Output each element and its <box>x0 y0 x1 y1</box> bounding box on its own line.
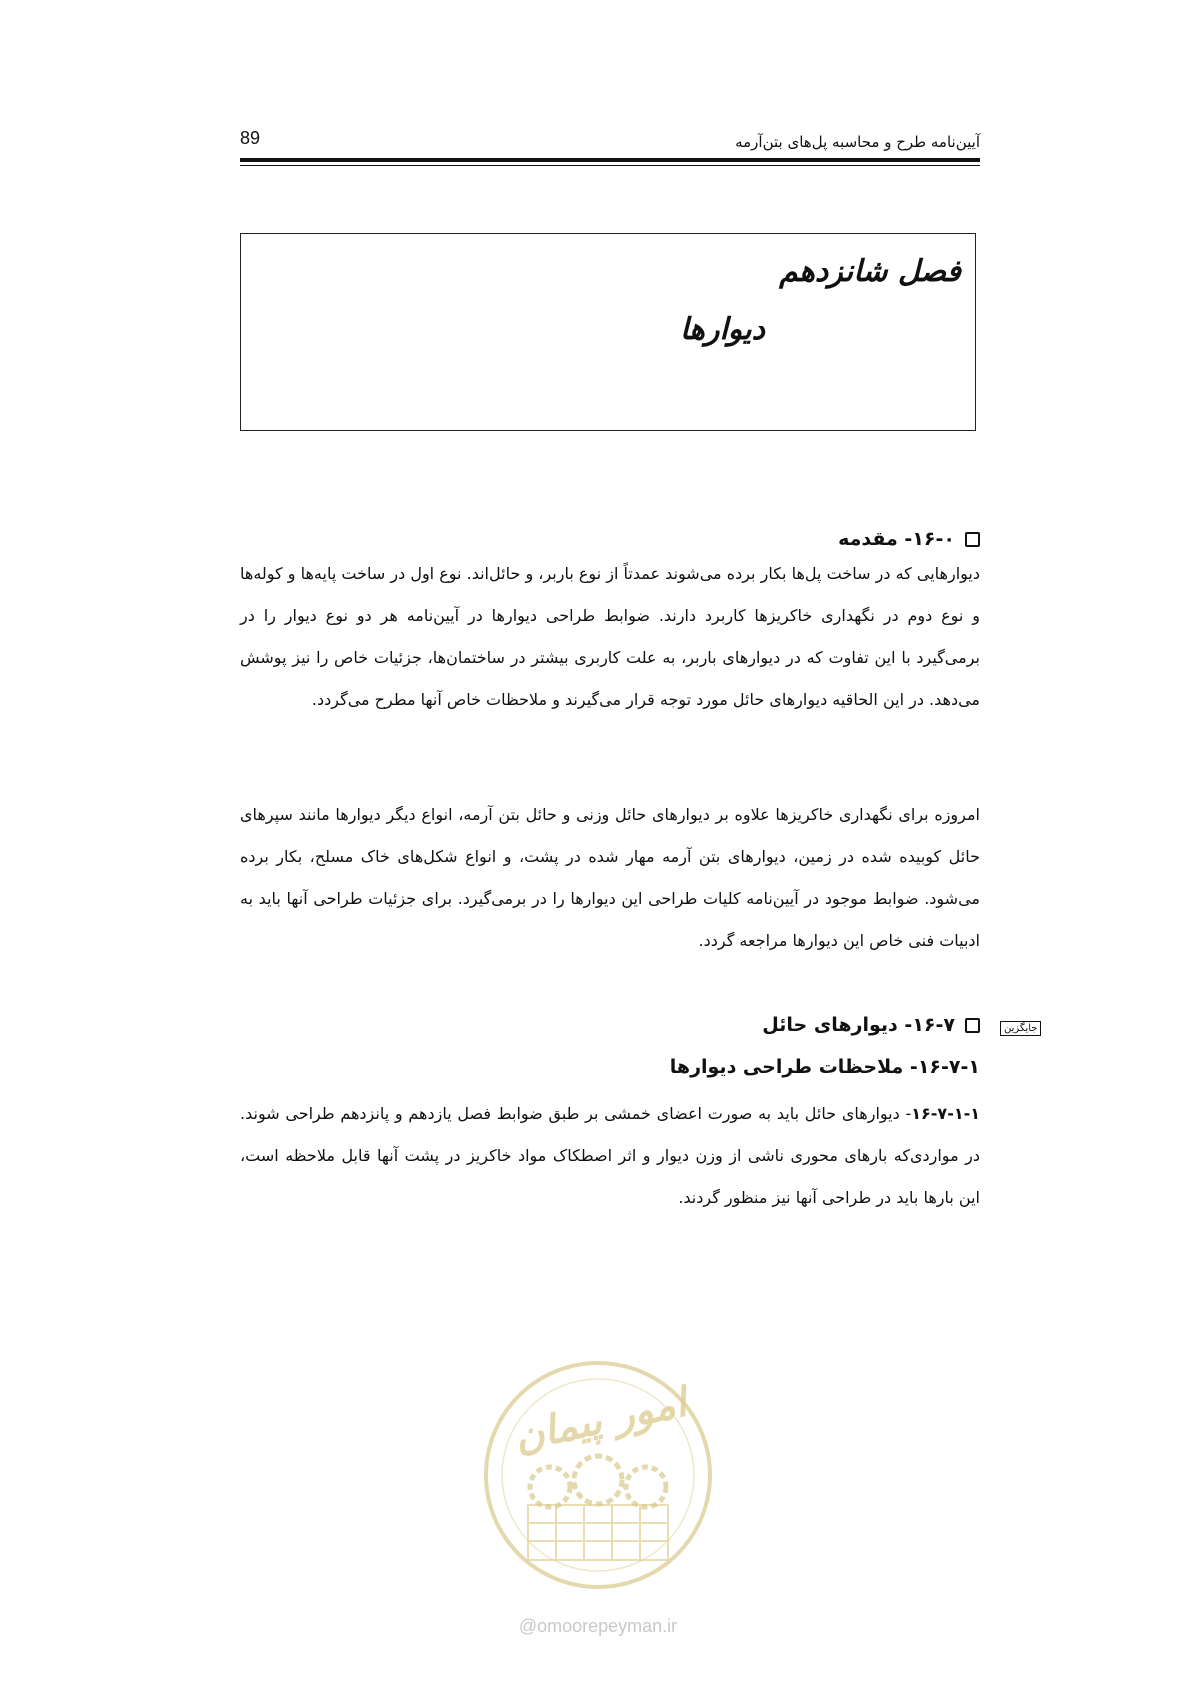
chapter-subtitle: دیوارها <box>680 312 765 347</box>
margin-note: جایگزین <box>1000 1021 1041 1036</box>
watermark-url: @omoorepeyman.ir <box>518 1616 678 1636</box>
intro-paragraph-1: دیوارهایی که در ساخت پل‌ها بکار برده می‌شوند عمدتاً از نوع باربر، و حائل‌اند. نوع اول در ساخت پایه‌ها و کوله‌ها و نوع دوم در نگهداری خاکریزها کاربرد دارند. ضوابط طراحی دیوارها در آیین‌نامه هر دو نوع دیوار را در برمی‌گیرد با این تفاوت که در دیوارهای باربر، به علت کاربری بیشتر در ساختمان‌ها، جزئیات خاص را نیز پوشش می‌دهد. در این الحاقیه دیوارهای حائل مورد توجه قرار می‌گیرند و ملاحظات خاص آنها مطرح می‌گردد. <box>240 564 980 709</box>
checkbox-square-icon <box>965 1018 980 1033</box>
clause-number: ۱۶-۷-۱-۱ <box>911 1104 980 1123</box>
intro-paragraph-2: امروزه برای نگهداری خاکریزها علاوه بر دیوارهای حائل وزنی و حائل بتن آرمه، انواع دیگر دیوارها مانند سپرهای حائل کوبیده شده در زمین، دیوارهای بتن آرمه مهار شده در پشت، و انواع شکل‌های خاک مسلح، بکار برده می‌شود. ضوابط موجود در آیین‌نامه کلیات طراحی این دیوارها را در برمی‌گیرد. برای جزئیات طراحی آنها باید به ادبیات فنی خاص این دیوارها مراجعه گردد. <box>240 805 980 950</box>
checkbox-square-icon <box>965 532 980 547</box>
watermark-logo <box>478 1355 718 1595</box>
header-rule-thin <box>240 165 980 166</box>
watermark-gear-left <box>530 1467 570 1507</box>
clause-text: - دیوارهای حائل باید به صورت اعضای خمشی بر طبق ضوابط فصل یازدهم و پانزدهم طراحی شوند. در مواردی‌که بارهای محوری ناشی از وزن دیوار و اثر اصطکاک مواد خاکریز در پشت آنها قابل ملاحظه است، این بارها باید در طراحی آنها نیز منظور گردند. <box>240 1104 980 1207</box>
page-number: 89 <box>240 128 261 148</box>
watermark-grid <box>528 1505 668 1560</box>
section-heading-intro <box>838 528 980 550</box>
running-title: آیین‌نامه طرح و محاسبه پل‌های بتن‌آرمه <box>735 133 980 151</box>
clause-paragraph <box>240 1093 980 1219</box>
header-rule-thick <box>240 158 980 162</box>
section-heading-retaining-text: ۱۶-۷- دیوارهای حائل <box>762 1014 955 1036</box>
chapter-title: فصل شانزدهم <box>779 254 961 289</box>
section-heading-intro-text: ۱۶-۰- مقدمه <box>838 528 955 550</box>
chapter-box <box>240 233 976 431</box>
section-heading-retaining <box>762 1014 980 1036</box>
watermark-logo-text: امور پیمان <box>510 1378 691 1461</box>
watermark-gear-center <box>574 1456 622 1504</box>
watermark-gear-right <box>626 1467 666 1507</box>
subsection-heading: ۱۶-۷-۱- ملاحظات طراحی دیوارها <box>669 1056 980 1078</box>
